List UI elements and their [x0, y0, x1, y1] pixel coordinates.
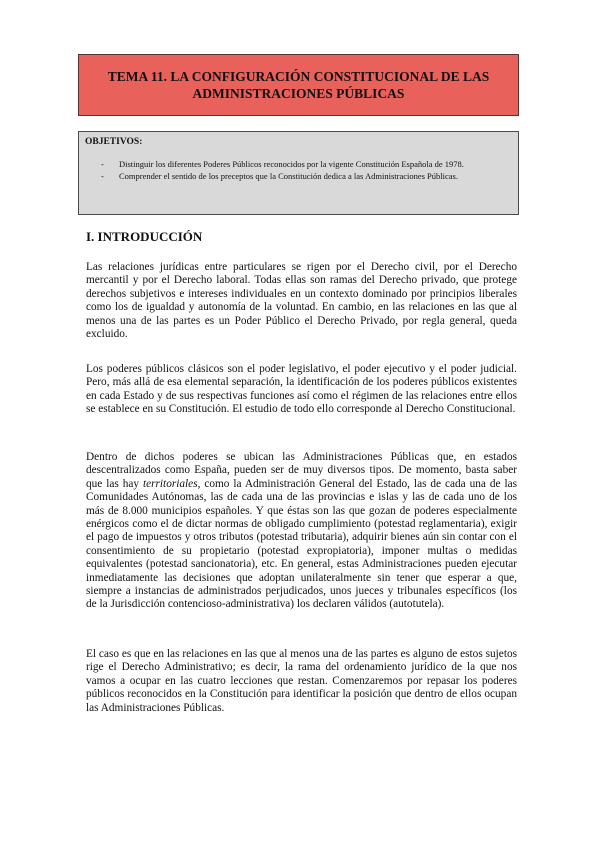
chapter-title: TEMA 11. LA CONFIGURACIÓN CONSTITUCIONAL DE LAS ADMINISTRACIONES PÚBLICAS: [107, 69, 490, 101]
objective-item: [85, 171, 510, 182]
objectives-label: OBJETIVOS:: [85, 137, 143, 147]
paragraph-3: [86, 451, 517, 612]
paragraph-3-emphasis: territoriales: [142, 477, 198, 490]
objective-text: Distinguir los diferentes Poderes Públicos reconocidos por la vigente Constitución Española de 1978.: [119, 159, 464, 169]
chapter-title-box: [78, 54, 519, 116]
paragraph-4: El caso es que en las relaciones en las que al menos una de las partes es alguno de estos sujetos rige el Derecho Administrativo; es decir, la rama del ordenamiento jurídico de la que nos vamos a ocupar en las cuatro lecciones que restan. Comenzaremos por repasar los poderes públicos reconocidos en la Constitución para identificar la posición que dentro de ellos ocupan las Administraciones Públicas.: [86, 648, 517, 714]
paragraph-1: Las relaciones jurídicas entre particulares se rigen por el Derecho civil, por el Derecho mercantil y por el Derecho laboral. Todas ellas son ramas del Derecho privado, que protege derechos subjetivos e intereses individuales en un contexto dominado por principios liberales como los de igualdad y autonomía de la voluntad. En cambio, en las relaciones en las que al menos una de las partes es un Poder Público el Derecho Privado, por regla general, queda excluido.: [86, 261, 517, 341]
objectives-list: [85, 159, 510, 182]
section-heading: I. INTRODUCCIÓN: [86, 229, 203, 244]
objective-item: [85, 159, 510, 170]
objective-text: Comprender el sentido de los preceptos que la Constitución dedica a las Administraciones Públicas.: [119, 171, 458, 181]
paragraph-2: Los poderes públicos clásicos son el poder legislativo, el poder ejecutivo y el poder judicial. Pero, más allá de esa elemental separación, la identificación de los poderes públicos existentes en cada Estado y de sus respectivas funciones así como el régimen de las relaciones entre ellos se establece en su Constitución. El estudio de todo ello corresponde al Derecho Constitucional.: [86, 363, 517, 416]
bullet-dash: -: [101, 159, 104, 169]
paragraph-3-text-b: , como la Administración General del Estado, las de cada una de las Comunidades Autónomas, las de cada una de las provincias e islas y las de cada uno de los más de 8.000 municipios españoles. Y que éstas son las que gozan de poderes especialmente enérgicos como el de dictar normas de obligado cumplimiento (potestad reglamentaria), exigir el pago de impuestos y otros tributos (potestad tributaria), adquirir bienes aún sin contar con el consentimiento de su propietario (potestad expropiatoria), imponer multas o medidas equivalentes (potestad sancionatoria), etc. En general, estas Administraciones pueden ejecutar inmediatamente las decisiones que adoptan unilateralmente sin tener que esperar a que, siempre a instancias de administrados perjudicados, unos jueces y tribunales específicos (los de la Jurisdicción contencioso-administrativa) los declaren válidos (autotutela).: [86, 477, 517, 611]
bullet-dash: -: [101, 171, 104, 181]
objectives-box: [78, 131, 519, 215]
paragraph-3-text-a: Dentro de dichos poderes se ubican las Administraciones Públicas que, en estados descentralizados como España, pueden ser de muy diversos tipos. De momento, basta saber que las hay: [86, 451, 517, 490]
